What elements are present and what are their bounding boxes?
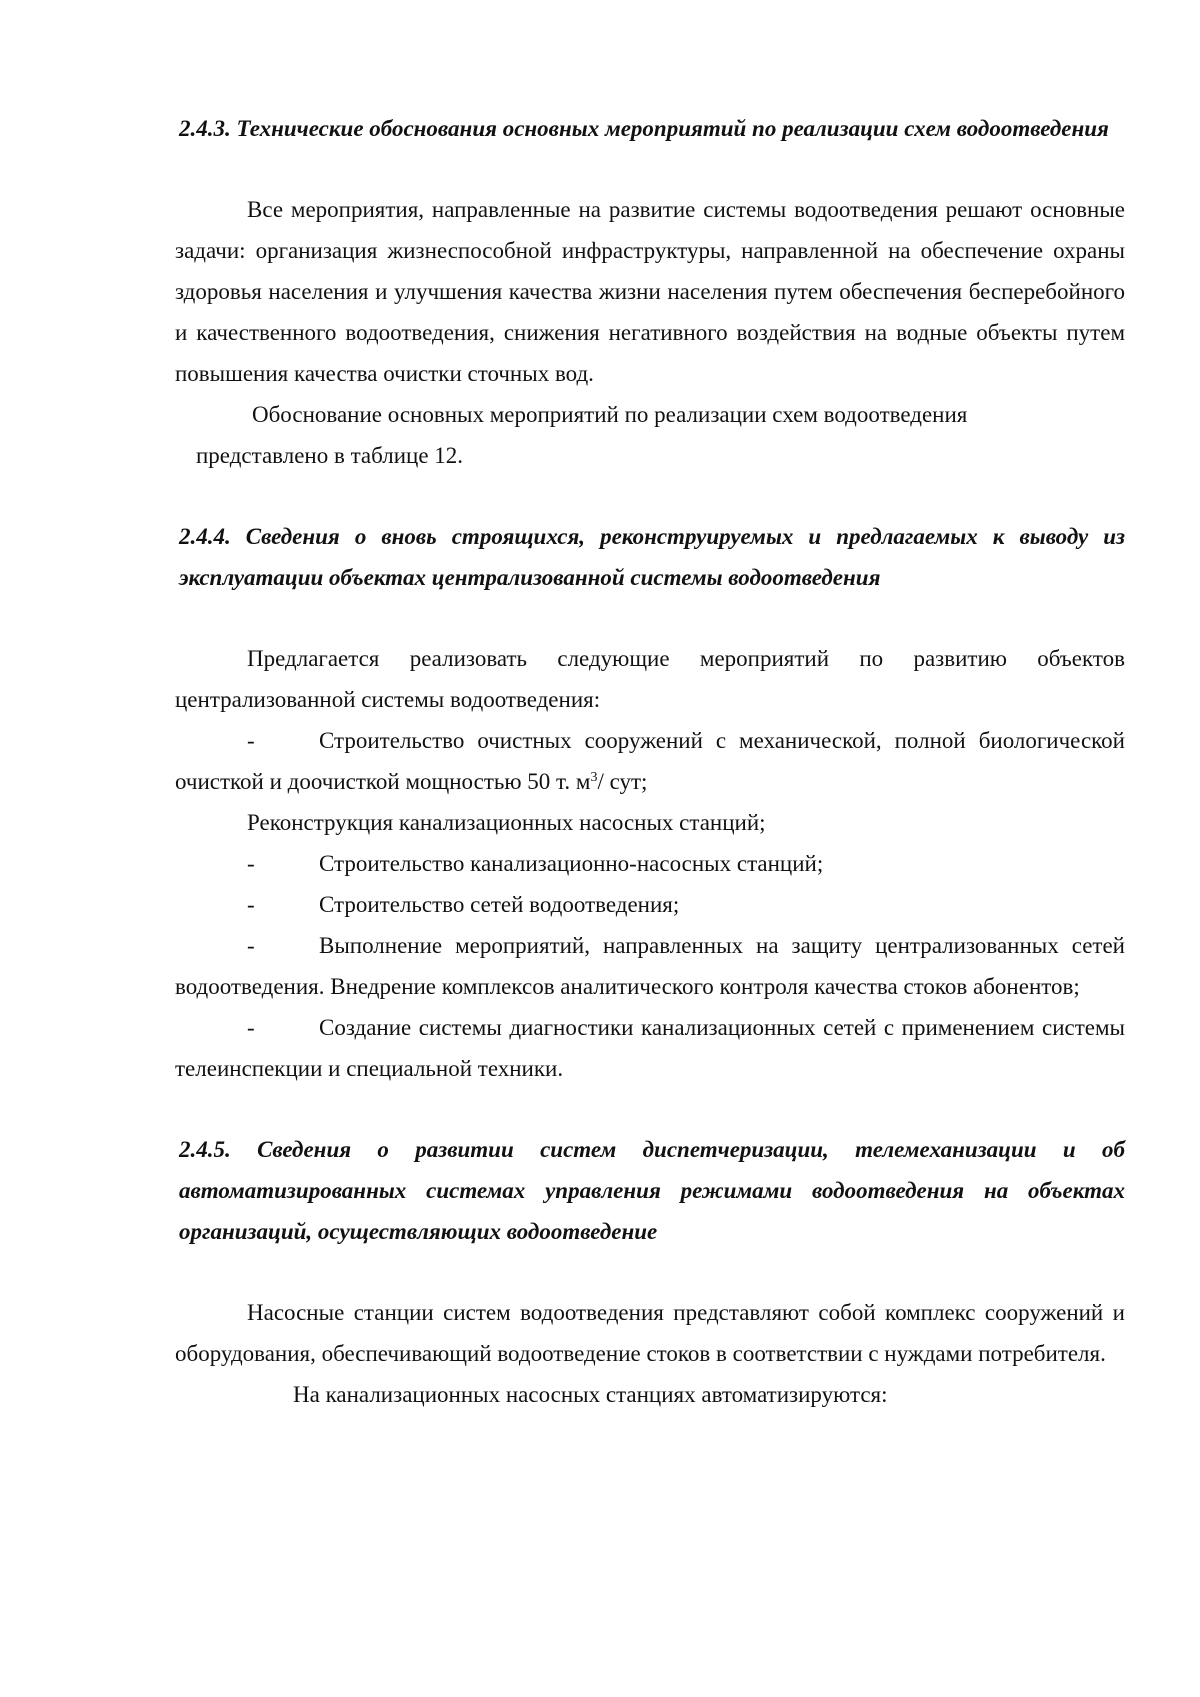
section-heading-2-4-3: 2.4.3. Технические обоснования основных мероприятий по реализации схем водоотведения (179, 116, 1109, 141)
list-dash: - (247, 892, 255, 917)
list-dash: - (247, 933, 255, 958)
superscript: 3 (590, 770, 598, 785)
list-item-text: Строительство канализационно-насосных станций; (319, 851, 824, 876)
paragraph: Все мероприятия, направленные на развитие системы водоотведения решают основные задачи: организация жизнеспособной инфраструктуры, направленной на обеспечение охраны здоровья населения и улучшения качества жизни населения путем обеспечения бесперебойного и качественного водоотведения, снижения негативного воздействия на водные объекты путем повышения качества очистки сточных вод. (175, 197, 1125, 386)
paragraph: Предлагается реализовать следующие мероприятий по развитию объектов централизованной системы водоотведения: (175, 646, 1125, 712)
document-page (175, 108, 1125, 1415)
list-dash: - (247, 851, 255, 876)
section-heading-2-4-4: 2.4.4. Сведения о вновь строящихся, реконструируемых и предлагаемых к выводу из эксплуатации объектах централизованной системы водоотведения (179, 524, 1125, 590)
list-dash: - (247, 1015, 255, 1040)
paragraph: На канализационных насосных станциях автоматизируются: (293, 1382, 888, 1407)
list-item-text: Создание системы диагностики канализационных сетей с применением системы телеинспекции и специальной техники. (175, 1015, 1125, 1081)
paragraph: Насосные станции систем водоотведения представляют собой комплекс сооружений и оборудования, обеспечивающий водоотведение стоков в соответствии с нуждами потребителя. (175, 1300, 1125, 1366)
list-dash: - (247, 728, 255, 753)
list-item (175, 1007, 1125, 1089)
paragraph-line: представлено в таблице 12. (196, 443, 464, 468)
list-item (175, 884, 1125, 925)
paragraph-line: Обоснование основных мероприятий по реализации схем водоотведения (252, 402, 968, 427)
section-heading-2-4-5: 2.4.5. Сведения о развитии систем диспетчеризации, телемеханизации и об автоматизированных системах управления режимами водоотведения на объектах организаций, осуществляющих водоотведение (179, 1137, 1125, 1244)
list-item: Реконструкция канализационных насосных станций; (247, 810, 766, 835)
list-item (175, 925, 1125, 1007)
list-item (175, 843, 1125, 884)
list-item-text: Строительство очистных сооружений с механической, полной биологической очисткой и доочисткой мощностью 50 т. м (175, 728, 1125, 794)
list-item (175, 720, 1125, 802)
list-item-text: Строительство сетей водоотведения; (319, 892, 680, 917)
list-item-text: Выполнение мероприятий, направленных на защиту централизованных сетей водоотведения. Внедрение комплексов аналитического контроля качества стоков абонентов; (175, 933, 1125, 999)
list-item-text: / сут; (597, 769, 648, 794)
